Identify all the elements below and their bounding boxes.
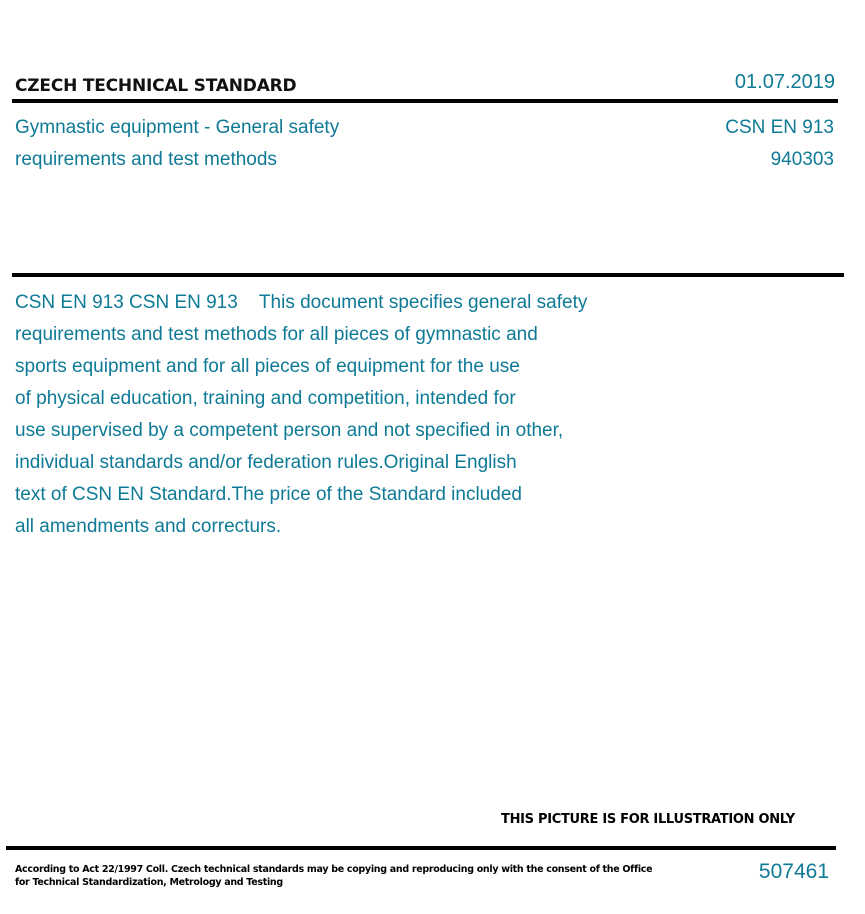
description-line: text of CSN EN Standard.The price of the Standard included — [15, 484, 522, 505]
legal-notice-line-1: According to Act 22/1997 Coll. Czech technical standards may be copying and reproducing only with the consent of the Office — [15, 864, 653, 875]
description-line: use supervised by a competent person and not specified in other, — [15, 420, 564, 441]
section-divider — [12, 273, 844, 277]
header-date: 01.07.2019 — [734, 71, 835, 93]
description-line: all amendments and correcturs. — [15, 516, 282, 537]
footer-divider — [6, 846, 836, 850]
description-line: sports equipment and for all pieces of equipment for the use — [15, 356, 520, 377]
illustration-note: THIS PICTURE IS FOR ILLUSTRATION ONLY — [501, 812, 795, 827]
description-line: requirements and test methods for all pieces of gymnastic and — [15, 324, 538, 345]
description-line: CSN EN 913 CSN EN 913 This document specifies general safety — [15, 292, 588, 313]
header-divider — [12, 99, 838, 103]
product-id: 507461 — [758, 860, 829, 883]
standard-code: CSN EN 913 — [725, 117, 834, 138]
legal-notice-line-2: for Technical Standardization, Metrology and Testing — [15, 877, 283, 888]
standard-title-line-1: Gymnastic equipment - General safety — [15, 117, 340, 138]
description-line: individual standards and/or federation rules.Original English — [15, 452, 517, 473]
header-title: CZECH TECHNICAL STANDARD — [15, 76, 297, 96]
description-line: of physical education, training and competition, intended for — [15, 388, 516, 409]
standard-title-line-2: requirements and test methods — [15, 149, 277, 170]
standard-class-number: 940303 — [770, 149, 834, 170]
